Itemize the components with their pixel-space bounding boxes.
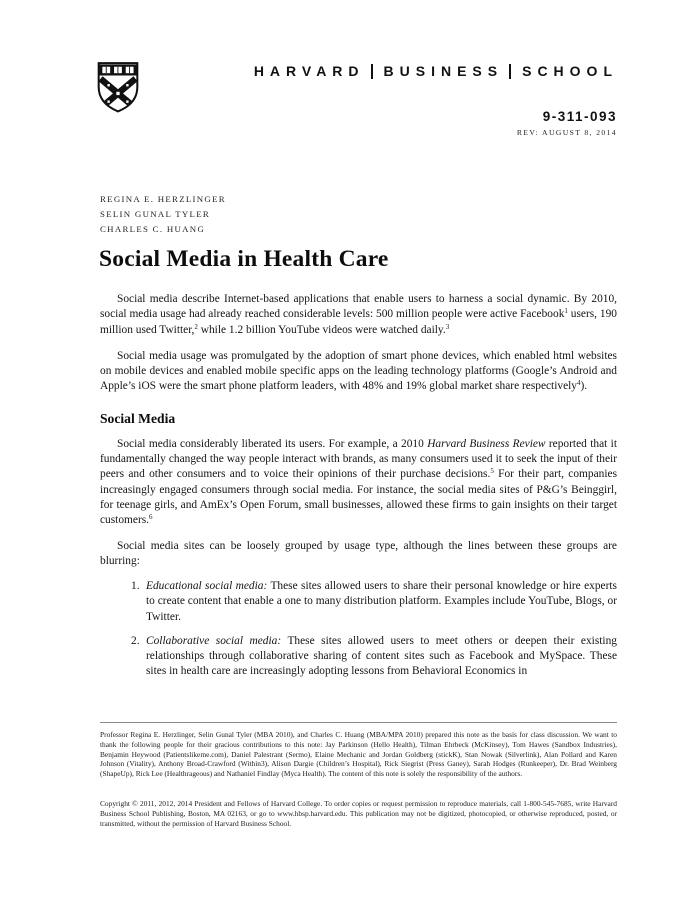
author-name: SELIN GUNAL TYLER	[100, 209, 211, 219]
section-paragraph-1: Social media considerably liberated its users. For example, a 2010 Harvard Business Review reported that it fundamentally changed the way people interact with brands, as many consumers used it to seek the input of their peers and other consumers and to voice their opinions of their purchase decisions.$^5$ For their part, companies increasingly engaged consumers through social media. For instance, the social media sites of P&G’s Beinggirl, for teenage girls, and AmEx’s Open Forum, small businesses, allowed these firms to gain insights on their target customers.$^6$	[100, 437, 617, 527]
list-number: 1.	[131, 580, 140, 593]
hbs-wordmark	[254, 63, 618, 79]
list-item	[100, 579, 617, 624]
intro-paragraph-1: Social media describe Internet-based applications that enable users to harness a social dynamic. By 2010, social media usage had already reached considerable levels: 500 million people were active Facebook$^1$ users, 190 million used Twitter,$^2$ while 1.2 billion YouTube videos were watched daily.$^3$	[100, 293, 617, 337]
author-name: CHARLES C. HUANG	[100, 224, 206, 234]
wordmark-divider	[509, 64, 511, 79]
list-item	[100, 634, 617, 679]
copyright-notice: Copyright © 2011, 2012, 2014 President and Fellows of Harvard College. To order copies or request permission to reproduce materials, call 1-800-545-7685, write Harvard Business School Publishing, Boston, MA 02163, or go to www.hbsp.harvard.edu. This publication may not be digitized, photocopied, or otherwise reproduced, posted, or transmitted, without the permission of Harvard Business School.	[100, 798, 617, 828]
list-item-text: Collaborative social media: These sites allowed users to meet others or deepen their existing relationships through collaborative sharing of content sites such as Facebook and MySpace. These sites in health care are increasingly adopting lessons from Behavioral Economics in	[146, 634, 617, 677]
document-number: 9-311-093	[542, 109, 617, 124]
list-number: 2.	[131, 634, 140, 647]
wordmark-school: SCHOOL	[522, 63, 618, 79]
wordmark-divider	[371, 64, 373, 79]
list-item-text: Educational social media: These sites allowed users to share their personal knowledge or hire experts to create content that enable a one to many distribution platform. Examples include YouTube, Blogs, or Twitter.	[146, 580, 617, 623]
wordmark-business: BUSINESS	[383, 63, 504, 79]
author-name: REGINA E. HERZLINGER	[100, 194, 226, 204]
attribution-note: Professor Regina E. Herzlinger, Selin Gunal Tyler (MBA 2010), and Charles C. Huang (MBA/MPA 2010) prepared this note as the basis for class discussion. We want to thank the following people for their gracious contributions to this note: Jay Parkinson (Hello Health), Tilman Ehrbeck (McKinsey), Tom Hawes (Sandbox Industries), Benjamin Heywood (Patientslikeme.com), Daniel Palestrant (Sermo), Elaine Mechanic and Jordan Goldberg (stickK), Stan Nowak (Silverlink), Alan Pollard and Karen Johnson (Vitality), Anthony Broad-Crawford (Within3), Alison Dargie (Children’s Hospital), Rick Siegrist (Press Ganey), Sarah Hodges (Runkeeper), Dr. Brad Weinberg (ShapeUp), Rick Lee (Healthrageous) and Nathaniel Findlay (Myca Health). The content of this note is solely the responsibility of the authors.	[100, 730, 617, 779]
revision-date: REV: AUGUST 8, 2014	[516, 128, 617, 137]
intro-paragraph-2: Social media usage was promulgated by the adoption of smart phone devices, which enabled html websites on mobile devices and enabled mobile specific apps on the leading technology platforms (Google’s Android and Apple’s iOS were the smart phone platform leaders, with 48% and 19% global market share respectively$^4$).	[100, 350, 617, 393]
hbs-shield-icon	[95, 60, 141, 114]
author-list	[100, 192, 226, 237]
document-body	[100, 292, 617, 688]
section-heading: Social Media	[100, 410, 176, 426]
document-id-block	[517, 109, 617, 137]
page-footer	[100, 722, 617, 828]
section-paragraph-2: Social media sites can be loosely grouped by usage type, although the lines between these groups are blurring:	[100, 540, 617, 568]
wordmark-harvard: HARVARD	[253, 63, 365, 79]
case-title: Social Media in Health Care	[99, 246, 389, 272]
